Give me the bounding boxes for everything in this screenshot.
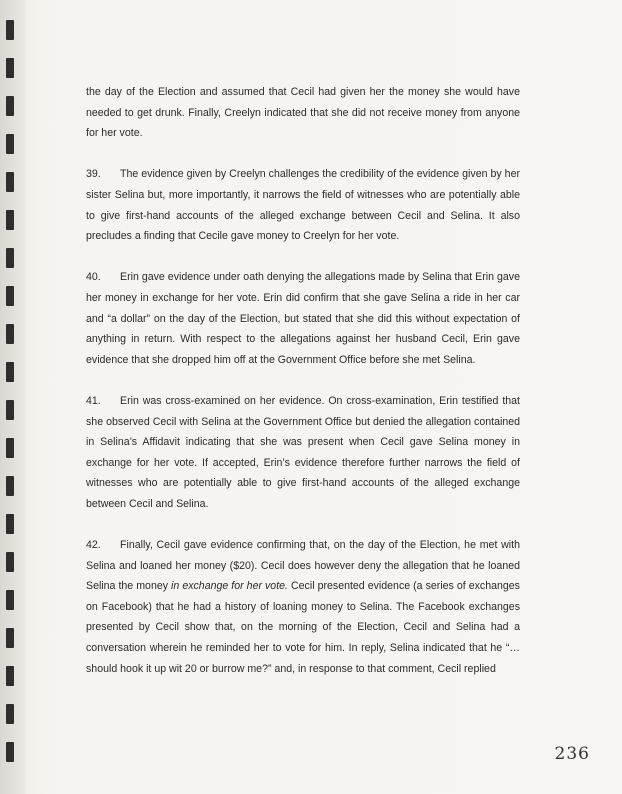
binding-hole bbox=[6, 324, 14, 344]
binding-hole bbox=[6, 742, 14, 762]
binding-hole bbox=[6, 362, 14, 382]
paragraph-41 bbox=[86, 391, 520, 515]
binding-hole bbox=[6, 704, 14, 724]
binding-hole bbox=[6, 628, 14, 648]
paragraph-text: the day of the Election and assumed that Cecil had given her the money she would have needed to get drunk. Finally, Creelyn indicated that she did not receive money from anyone for her vote. bbox=[86, 86, 520, 140]
paragraph-40 bbox=[86, 267, 520, 370]
paragraph-42 bbox=[86, 535, 520, 679]
paragraph-number: 41. bbox=[86, 394, 101, 407]
paragraph-number: 42. bbox=[86, 539, 101, 552]
binding-hole bbox=[6, 286, 14, 306]
binding-hole bbox=[6, 58, 14, 78]
paragraph-text: Finally, Cecil gave evidence confirming that, on the day of the Election, he met with Selina and loaned her money ($20). Cecil does however deny the allegation that he loaned Selina the money bbox=[86, 539, 520, 593]
paragraph-continuation bbox=[86, 82, 520, 144]
binding-edge bbox=[0, 0, 26, 794]
binding-hole bbox=[6, 476, 14, 496]
binding-hole bbox=[6, 172, 14, 192]
binding-hole bbox=[6, 134, 14, 154]
paragraph-text: Erin was cross-examined on her evidence. On cross-examination, Erin testified that she observed Cecil with Selina at the Government Office but denied the allegation contained in Selina’s Affidavit indicating that she was present when Cecil gave Selina money in exchange for her vote. If accepted, Erin’s evidence therefore further narrows the field of witnesses who are potentially able to give first-hand accounts of the alleged exchange between Cecil and Selina. bbox=[86, 394, 520, 510]
paragraph-number: 39. bbox=[86, 168, 101, 181]
binding-hole bbox=[6, 590, 14, 610]
paragraph-39 bbox=[86, 164, 520, 246]
binding-hole bbox=[6, 400, 14, 420]
binding-hole bbox=[6, 210, 14, 230]
paragraph-text: The evidence given by Creelyn challenges the credibility of the evidence given by her sister Selina but, more importantly, it narrows the field of witnesses who are potentially able to give first-hand accounts of the alleged exchange between Cecil and Selina. It also precludes a finding that Cecile gave money to Creelyn for her vote. bbox=[86, 168, 520, 243]
document-body bbox=[86, 82, 520, 700]
binding-hole bbox=[6, 552, 14, 572]
paragraph-text: Cecil presented evidence (a series of exchanges on Facebook) that he had a history of loaning money to Selina. The Facebook exchanges presented by Cecil show that, on the morning of the Election, Cecil and Selina had a conversation wherein he reminded her to vote for him. In reply, Selina indicated that he “…should hook it up wit 20 or burrow me?” and, in response to that comment, Cecil replied bbox=[86, 580, 520, 675]
paragraph-number: 40. bbox=[86, 271, 101, 284]
binding-hole bbox=[6, 514, 14, 534]
paragraph-emphasis: in exchange for her vote. bbox=[171, 580, 288, 593]
binding-hole bbox=[6, 666, 14, 686]
binding-hole bbox=[6, 20, 14, 40]
page-number: 236 bbox=[554, 744, 590, 764]
binding-hole bbox=[6, 96, 14, 116]
binding-hole bbox=[6, 248, 14, 268]
binding-hole bbox=[6, 438, 14, 458]
paragraph-text: Erin gave evidence under oath denying the allegations made by Selina that Erin gave her money in exchange for her vote. Erin did confirm that she gave Selina a ride in her car and “a dollar” on the day of the Election, but stated that she did this without expectation of anything in return. With respect to the allegations against her husband Cecil, Erin gave evidence that she dropped him off at the Government Office before she met Selina. bbox=[86, 271, 520, 366]
